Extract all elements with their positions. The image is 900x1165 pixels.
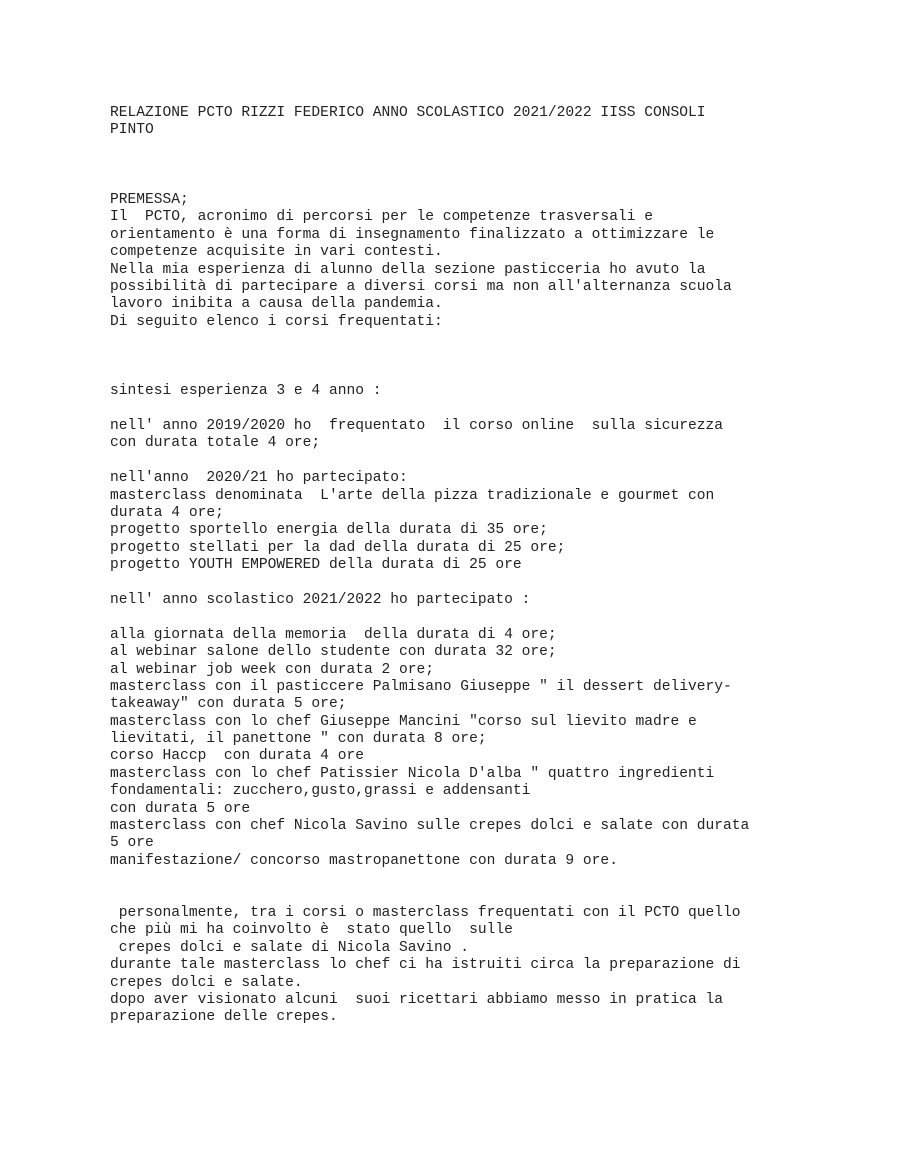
text-line: crepes dolci e salate di Nicola Savino .: [110, 939, 470, 956]
text-line: nell'anno 2020/21 ho partecipato:: [110, 470, 408, 487]
text-line: Nella mia esperienza di alunno della sezione pasticceria ho avuto la: [110, 261, 706, 278]
blank-line: [110, 870, 800, 887]
text-line: crepes dolci e salate.: [110, 974, 303, 991]
text-line: manifestazione/ concorso mastropanettone con durata 9 ore.: [110, 852, 618, 869]
text-line: masterclass con chef Nicola Savino sulle crepes dolci e salate con durata: [110, 818, 750, 835]
text-line: con durata totale 4 ore;: [110, 435, 321, 452]
text-line: 5 ore: [110, 835, 154, 852]
blank-line: [110, 157, 800, 174]
text-line: nell' anno scolastico 2021/2022 ho partecipato :: [110, 591, 531, 608]
blank-line: [110, 609, 800, 626]
text-line: Di seguito elenco i corsi frequentati:: [110, 313, 443, 330]
text-line: con durata 5 ore: [110, 800, 251, 817]
text-line: durante tale masterclass lo chef ci ha istruiti circa la preparazione di: [110, 957, 741, 974]
text-line: lavoro inibita a causa della pandemia.: [110, 296, 443, 313]
text-line: sintesi esperienza 3 e 4 anno :: [110, 383, 382, 400]
text-line: progetto stellati per la dad della durata di 25 ore;: [110, 539, 566, 556]
text-line: masterclass denominata L'arte della pizza tradizionale e gourmet con: [110, 487, 715, 504]
blank-line: [110, 140, 800, 157]
blank-line: [110, 348, 800, 365]
text-line: PREMESSA;: [110, 191, 189, 208]
blank-line: [110, 453, 800, 470]
text-line: al webinar job week con durata 2 ore;: [110, 661, 435, 678]
text-line: che più mi ha coinvolto è stato quello sulle: [110, 922, 513, 939]
text-line: corso Haccp con durata 4 ore: [110, 748, 364, 765]
blank-line: [110, 401, 800, 418]
text-line: masterclass con lo chef Giuseppe Mancini "corso sul lievito madre e: [110, 713, 697, 730]
text-line: orientamento è una forma di insegnamento finalizzato a ottimizzare le: [110, 226, 715, 243]
text-line: progetto YOUTH EMPOWERED della durata di 25 ore: [110, 557, 522, 574]
text-line: lievitati, il panettone " con durata 8 ore;: [110, 731, 487, 748]
blank-line: [110, 331, 800, 348]
text-line: alla giornata della memoria della durata di 4 ore;: [110, 626, 557, 643]
text-line: competenze acquisite in vari contesti.: [110, 244, 443, 261]
text-line: nell' anno 2019/2020 ho frequentato il corso online sulla sicurezza: [110, 418, 724, 435]
text-line: al webinar salone dello studente con durata 32 ore;: [110, 644, 557, 661]
text-line: fondamentali: zucchero,gusto,grassi e addensanti: [110, 783, 531, 800]
blank-line: [110, 366, 800, 383]
blank-line: [110, 888, 800, 905]
text-line: masterclass con lo chef Patissier Nicola D'alba " quattro ingredienti: [110, 765, 715, 782]
text-line: progetto sportello energia della durata di 35 ore;: [110, 522, 548, 539]
text-line: dopo aver visionato alcuni suoi ricettari abbiamo messo in pratica la: [110, 991, 724, 1008]
text-line: takeaway" con durata 5 ore;: [110, 696, 347, 713]
text-line: PINTO: [110, 122, 154, 139]
blank-line: [110, 575, 800, 592]
text-line: Il PCTO, acronimo di percorsi per le competenze trasversali e: [110, 209, 653, 226]
text-line: preparazione delle crepes.: [110, 1009, 338, 1026]
document-body: [110, 105, 800, 1027]
blank-line: [110, 175, 800, 192]
text-line: possibilità di partecipare a diversi corsi ma non all'alternanza scuola: [110, 278, 732, 295]
text-line: RELAZIONE PCTO RIZZI FEDERICO ANNO SCOLASTICO 2021/2022 IISS CONSOLI: [110, 105, 706, 121]
text-line: durata 4 ore;: [110, 504, 224, 521]
text-line: masterclass con il pasticcere Palmisano Giuseppe " il dessert delivery-: [110, 678, 732, 695]
text-line: personalmente, tra i corsi o masterclass frequentati con il PCTO quello: [110, 904, 741, 921]
